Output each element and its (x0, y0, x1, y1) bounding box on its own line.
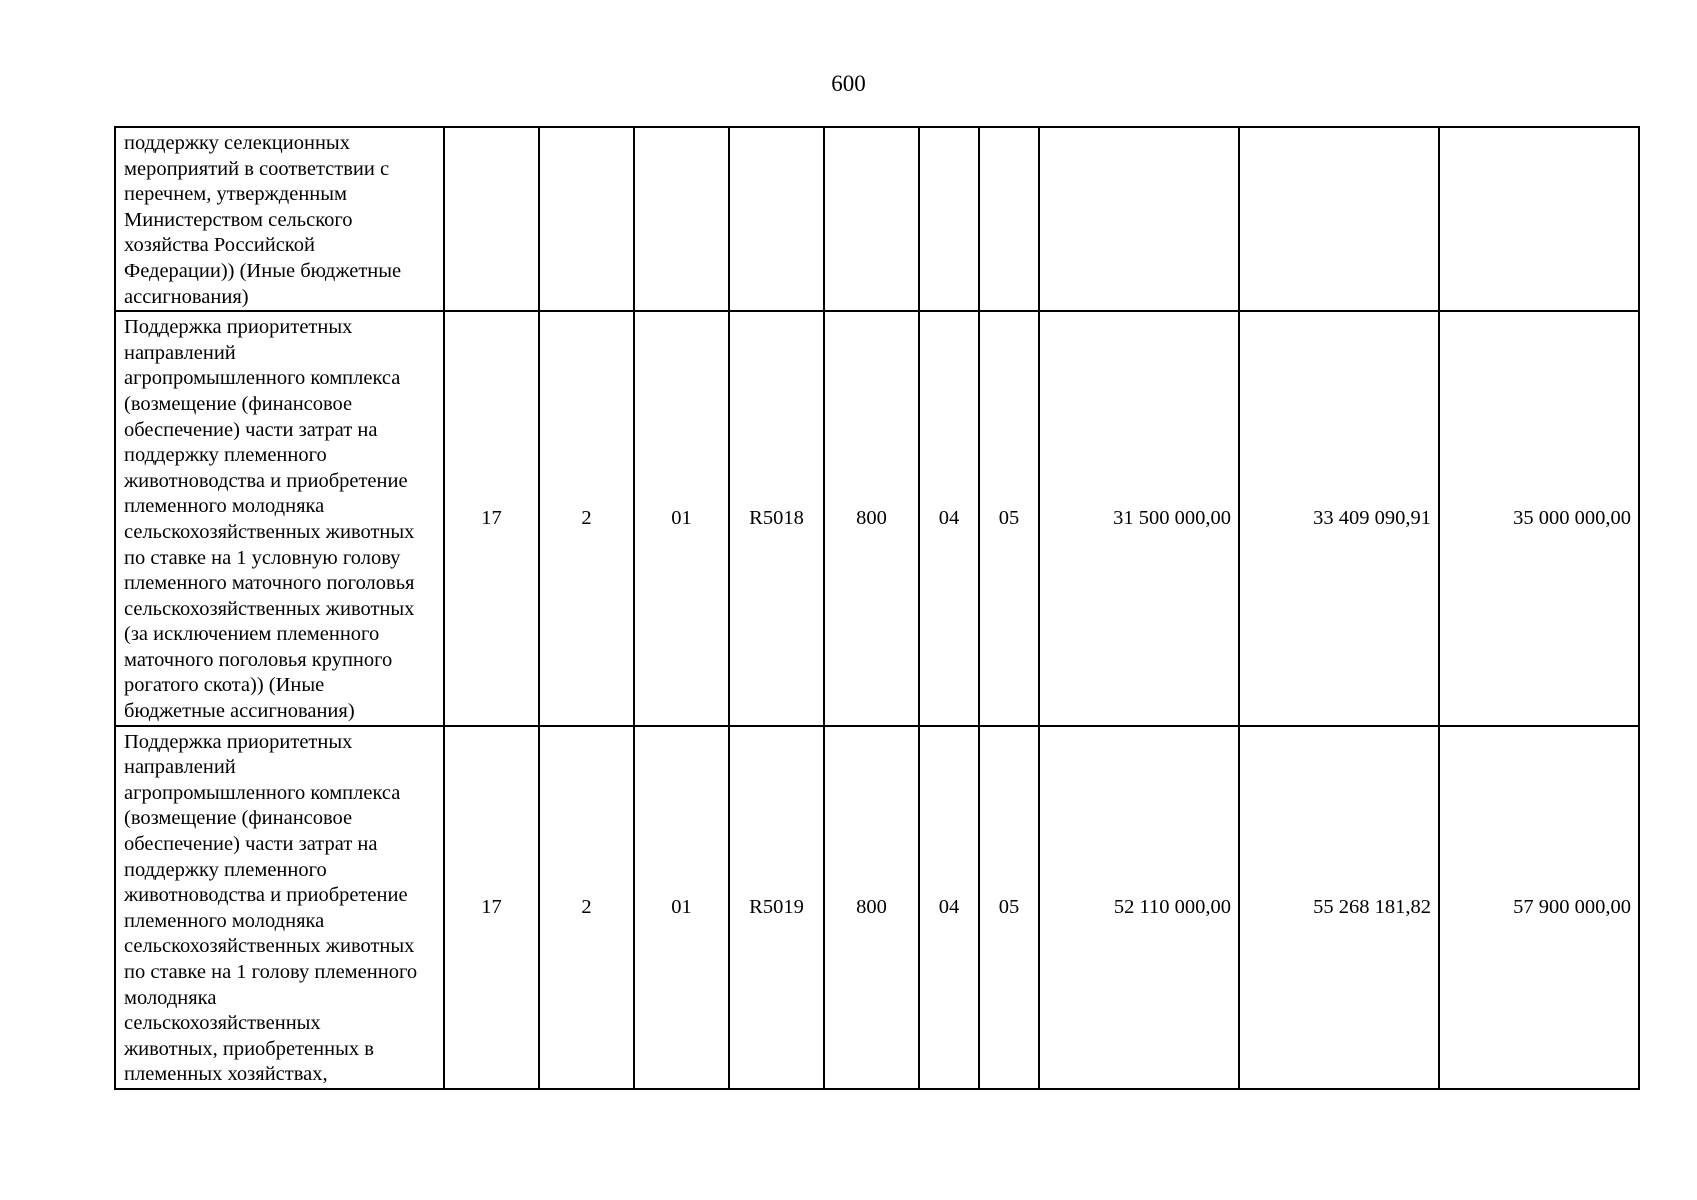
expense-type-code (824, 127, 919, 311)
expense-type-code: 800 (824, 311, 919, 726)
amount-year-3 (1439, 127, 1639, 311)
amount-year-3: 57 900 000,00 (1439, 726, 1639, 1089)
page-number: 600 (831, 71, 866, 96)
program-code (444, 127, 539, 311)
amount-year-1 (1039, 127, 1239, 311)
budget-table (114, 126, 1640, 1090)
amount-year-1: 31 500 000,00 (1039, 311, 1239, 726)
subsection-code (979, 127, 1039, 311)
amount-year-2: 33 409 090,91 (1239, 311, 1439, 726)
section-code: 04 (919, 726, 979, 1089)
subsection-code: 05 (979, 726, 1039, 1089)
main-event-code: 01 (634, 726, 729, 1089)
section-code (919, 127, 979, 311)
expense-type-code: 800 (824, 726, 919, 1089)
amount-year-2: 55 268 181,82 (1239, 726, 1439, 1089)
row-description: Поддержка приоритетных направлений агропромышленного комплекса (возмещение (финансовое обеспечение) части затрат на поддержку племенного животноводства и приобретение племенного молодняка сельскохозяйственных животных по ставке на 1 голову племенного молодняка сельскохозяйственных животных, приобретенных в племенных хозяйствах, (115, 726, 444, 1089)
table-row (115, 726, 1639, 1089)
amount-year-2 (1239, 127, 1439, 311)
row-description: Поддержка приоритетных направлений агропромышленного комплекса (возмещение (финансовое обеспечение) части затрат на поддержку племенного животноводства и приобретение племенного молодняка сельскохозяйственных животных по ставке на 1 условную голову племенного маточного поголовья сельскохозяйственных животных (за исключением племенного маточного поголовья крупного рогатого скота)) (Иные бюджетные ассигнования) (115, 311, 444, 726)
program-code: 17 (444, 311, 539, 726)
section-code: 04 (919, 311, 979, 726)
direction-code: R5019 (729, 726, 824, 1089)
direction-code (729, 127, 824, 311)
subprogram-code (539, 127, 634, 311)
program-code: 17 (444, 726, 539, 1089)
subsection-code: 05 (979, 311, 1039, 726)
table-row (115, 311, 1639, 726)
table-row (115, 127, 1639, 311)
amount-year-3: 35 000 000,00 (1439, 311, 1639, 726)
subprogram-code: 2 (539, 311, 634, 726)
direction-code: R5018 (729, 311, 824, 726)
subprogram-code: 2 (539, 726, 634, 1089)
main-event-code (634, 127, 729, 311)
row-description: поддержку селекционных мероприятий в соответствии с перечнем, утвержденным Министерством сельского хозяйства Российской Федерации)) (Иные бюджетные ассигнования) (115, 127, 444, 311)
main-event-code: 01 (634, 311, 729, 726)
amount-year-1: 52 110 000,00 (1039, 726, 1239, 1089)
